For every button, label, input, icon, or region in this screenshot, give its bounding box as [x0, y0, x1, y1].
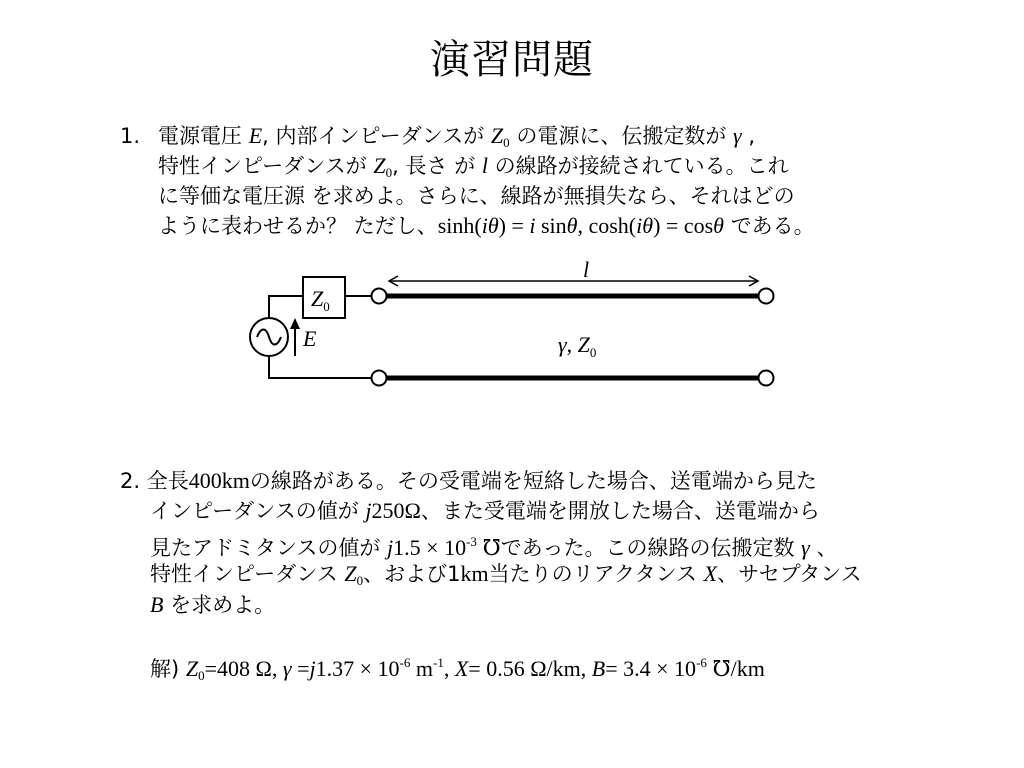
z0-label: $Z_0$: [311, 286, 330, 314]
source-top-wire: [269, 296, 303, 318]
output-terminal-bottom: [759, 371, 774, 386]
answer-line: 解) $Z_0=408$ Ω, $\gamma =j1.37 \times 10^{-6}$ $m^{-1}$, X= 0.56 Ω/km, $B= 3.4 \times 10^{-6}$ ℧/km: [150, 655, 765, 683]
output-terminal-top: [759, 289, 774, 304]
input-terminal-bottom: [372, 371, 387, 386]
problem-2-line-3: 見たアドミタンスの値が $j1.5 \times 10^{-3}$ ℧であった。この線路の伝搬定数 γ 、: [150, 534, 838, 560]
length-label: l: [583, 257, 590, 282]
problem-1-line-2: 特性インピーダンスが $Z_0$, 長さ が l の線路が接続されている。これ: [158, 153, 789, 180]
problem-1-line-4: ように表わせるか？ ただし、sinh(iθ) = i sinθ, cosh(iθ) = cosθ である。: [158, 213, 815, 238]
problem-1-line-3: に等価な電圧源 を求めよ。さらに、線路が無損失なら、それはどの: [158, 184, 795, 208]
problem-2-line-4: 特性インピーダンス $Z_0$、および1km当たりのリアクタンス X、サセプタンス: [150, 561, 862, 588]
source-bottom-wire: [269, 356, 371, 378]
problem-1-line-1: 1. 電源電圧 E, 内部インピーダンスが $Z_0$ の電源に、伝搬定数が γ ,: [120, 123, 756, 150]
slide-title: 演習問題: [430, 37, 594, 83]
problem-2-line-5: B を求めよ。: [150, 592, 276, 617]
problem-1-number: 1.: [120, 124, 141, 148]
line-parameters-label: γ, $Z_0$: [558, 332, 597, 360]
sinh-identity: sinh(iθ) = i sinθ, cosh(iθ) = cosθ: [437, 213, 724, 238]
problem-2-line-2: インピーダンスの値が j250Ω、また受電端を開放した場合、送電端から: [150, 498, 820, 523]
problem-2-line-1: 2. 全長400kmの線路がある。その受電端を短絡した場合、送電端から見た: [120, 468, 817, 493]
voltage-arrow-head: [290, 318, 300, 329]
input-terminal-top: [372, 289, 387, 304]
sine-wave-icon: [257, 330, 281, 345]
voltage-label: E: [303, 326, 317, 351]
